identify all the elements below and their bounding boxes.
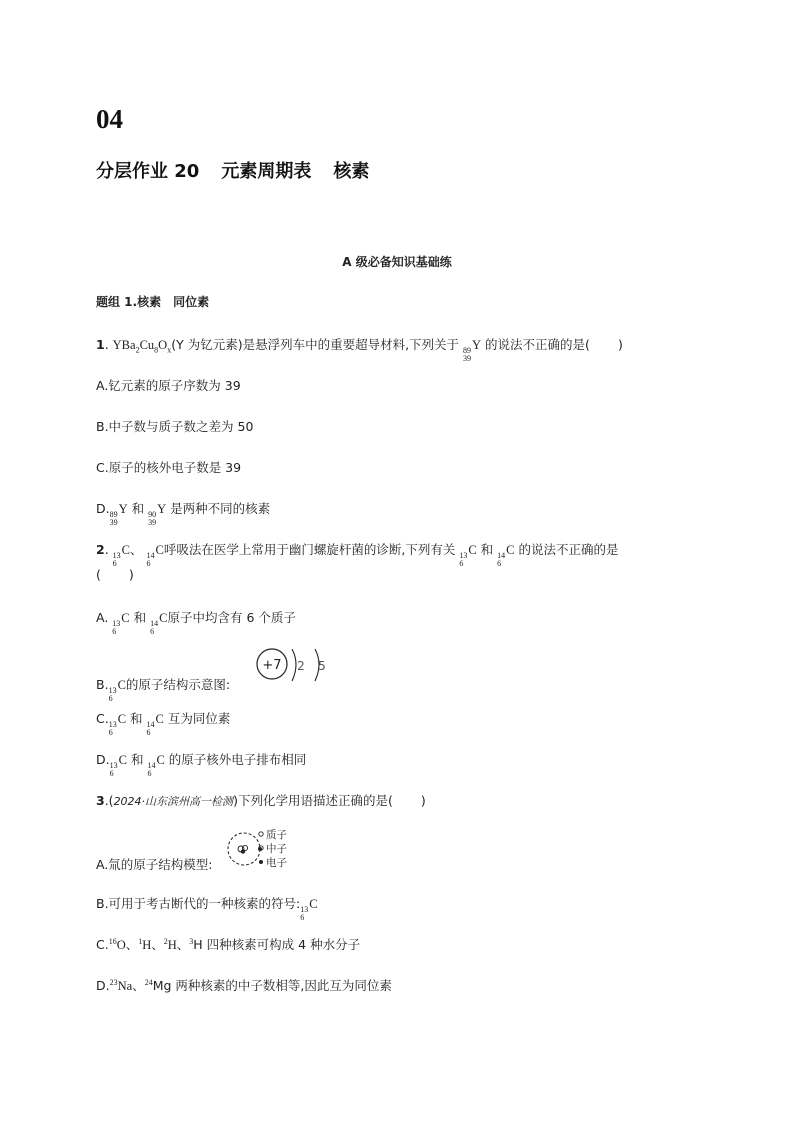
question-1-stem: 1. $YBa_2Cu_8O_x(Y$ 为钇元素)是悬浮列车中的重要超导材料,下列关于 89 39 Y 的说法不正确的是( ) xyxy=(96,337,623,363)
subscript: 8 xyxy=(154,345,159,355)
legend-electron-label: 电子 xyxy=(266,857,287,869)
formula-part: Cu xyxy=(139,338,155,352)
formula-part: YBa xyxy=(112,338,136,352)
legend-proton-label: 质子 xyxy=(266,829,287,841)
option-1a: A.钇元素的原子序数为 39 xyxy=(96,378,241,393)
stem-text: (Y 为钇元素)是悬浮列车中的重要超导材料,下列关于 xyxy=(171,337,460,352)
option-3a: A.氚的原子结构模型: xyxy=(96,857,213,872)
group-heading: 题组 1.核素 同位素 xyxy=(96,295,210,309)
shell-arc-1 xyxy=(292,649,296,681)
nucleus-charge: +7 xyxy=(262,658,282,673)
option-1d: D. 89 39 Y 和 90 39 Y 是两种不同的核素 xyxy=(96,501,271,527)
shell-1-count: 2 xyxy=(297,659,305,673)
subscript: x xyxy=(167,345,172,355)
question-number: 3 xyxy=(96,793,105,808)
formula-part: O xyxy=(158,338,168,352)
legend-electron-icon xyxy=(259,860,263,864)
atomic-structure-diagram xyxy=(253,645,333,687)
option-3b: B.可用于考古断代的一种核素的符号: 13 6 C xyxy=(96,896,318,922)
stem-text: ) xyxy=(617,337,623,352)
nucleon-dot xyxy=(241,849,245,853)
option-1c: C.原子的核外电子数是 39 xyxy=(96,460,242,475)
legend-neutron-label: 中子 xyxy=(266,843,287,855)
question-number: 1 xyxy=(96,337,105,352)
question-number: 2 xyxy=(96,542,105,557)
option-2b: B. 13 6 C的原子结构示意图: xyxy=(96,677,231,703)
option-2c: C. 13 6 C 和 14 6 C 互为同位素 xyxy=(96,711,231,737)
level-heading: A 级必备知识基础练 xyxy=(342,255,452,269)
tritium-atom-model xyxy=(222,826,302,870)
chapter-number: 04 xyxy=(96,104,123,134)
option-2d: D. 13 6 C 和 14 6 C 的原子核外电子排布相同 xyxy=(96,752,307,778)
question-3-stem: 3.(2024·山东滨州高一检测)下列化学用语描述正确的是( ) xyxy=(96,793,426,808)
shell-2-count: 5 xyxy=(318,659,326,673)
option-3d: D.$^{23}$Na、$^{24}$Mg 两种核素的中子数相等,因此互为同位素 xyxy=(96,977,392,993)
question-2-paren: ( ) xyxy=(96,567,134,582)
nuclide-symbol: 89 39 Y xyxy=(463,338,482,363)
title-assignment: 分层作业 20 xyxy=(96,161,200,182)
subscript: 2 xyxy=(135,345,140,355)
option-2a: A. 13 6 C 和 14 6 C原子中均含有 6 个质子 xyxy=(96,610,296,636)
option-3c: C.$^{16}$O、$^1$H、$^2$H、$^3$H 四种核素可构成 4 种水分子 xyxy=(96,936,361,952)
stem-text: 的说法不正确的是( xyxy=(485,337,590,352)
page-title xyxy=(96,157,369,183)
title-topic: 元素周期表 xyxy=(221,161,312,182)
title-subtopic: 核素 xyxy=(333,161,370,182)
legend-proton-icon xyxy=(259,832,263,836)
source-note: 2024·山东滨州高一检测 xyxy=(113,795,234,808)
question-2-stem: 2. 13 6 C、 14 6 C呼吸法在医学上常用于幽门螺旋杆菌的诊断,下列有关 13 6 C 和 14 6 C 的说法不正确的是 xyxy=(96,542,619,568)
option-1b: B.中子数与质子数之差为 50 xyxy=(96,419,254,434)
